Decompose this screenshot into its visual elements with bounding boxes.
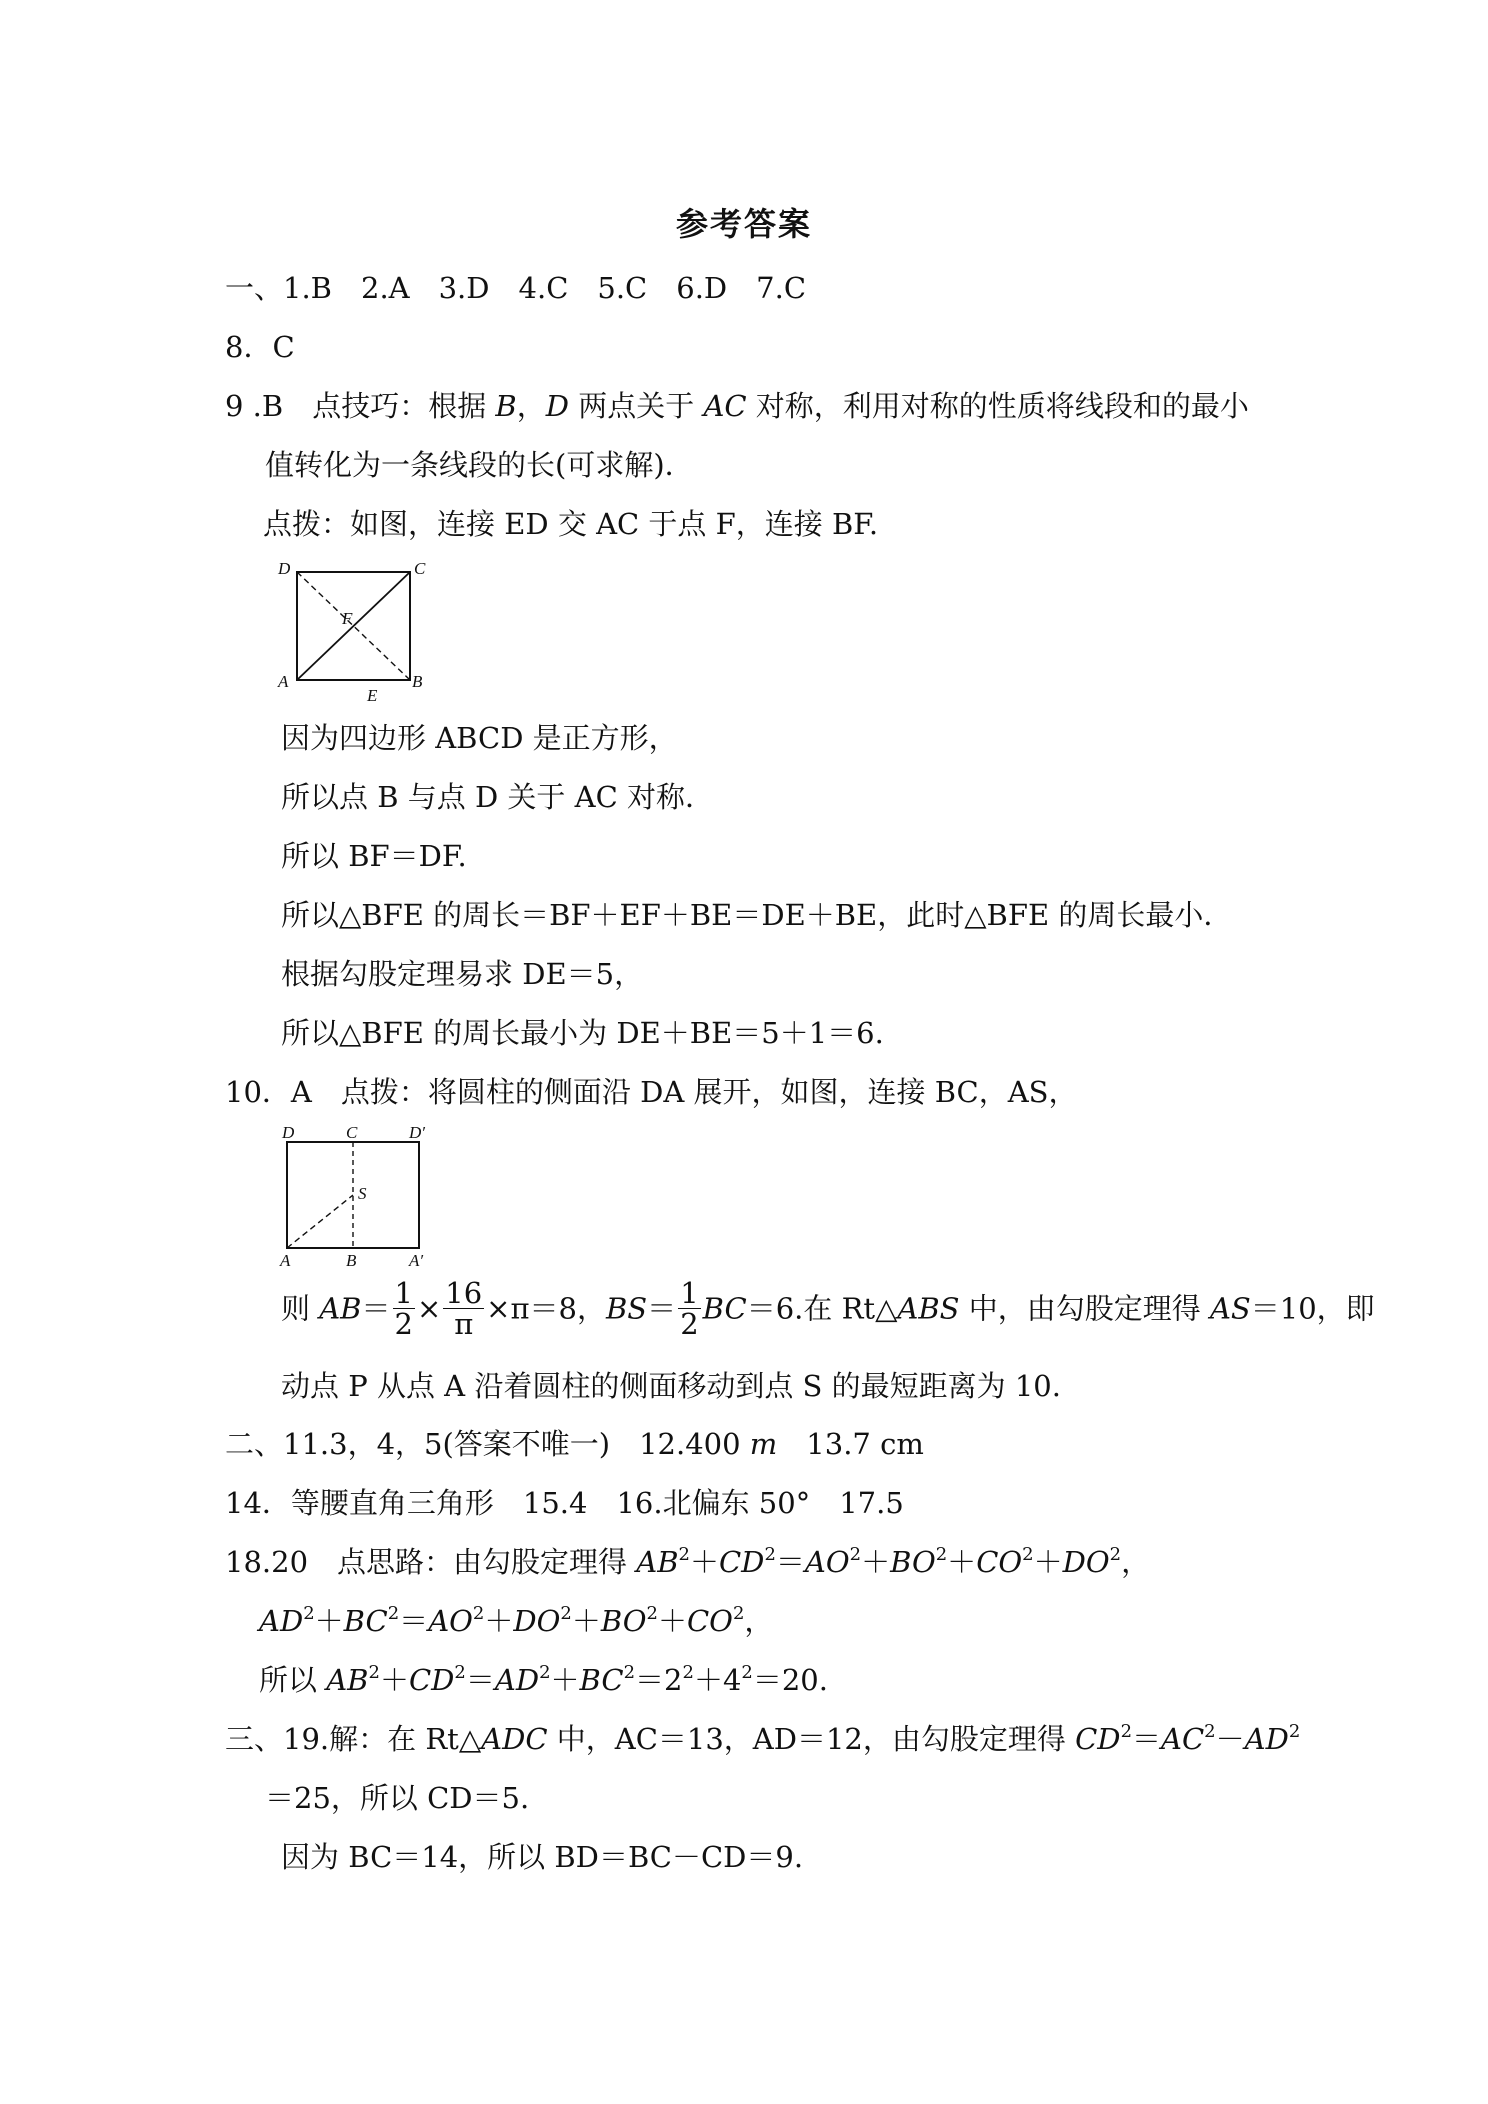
exponent: 2 <box>1109 1544 1122 1565</box>
answer-8: 8．C <box>225 330 295 364</box>
calc-text: 则 <box>281 1291 320 1326</box>
answer-19-line3: 因为 BC＝14，所以 BD＝BC－CD＝9. <box>281 1840 804 1874</box>
section-label: 一、 <box>225 271 284 305</box>
label-E: E <box>367 686 378 702</box>
fraction-numerator: 1 <box>680 1276 699 1310</box>
exponent: 2 <box>472 1603 485 1624</box>
exponent: 2 <box>764 1544 776 1565</box>
calc-var: BS <box>605 1291 648 1326</box>
fraction-denominator: 2 <box>394 1307 413 1341</box>
label-A: A <box>278 672 289 691</box>
answer-10-last: 动点 P 从点 A 沿着圆柱的侧面移动到点 S 的最短距离为 10. <box>281 1369 1061 1403</box>
exponent: 2 <box>623 1662 636 1683</box>
fraction-16-pi <box>443 1278 484 1339</box>
calc-text: ＝6.在 Rt△ <box>746 1291 898 1326</box>
exponent: 2 <box>539 1662 551 1683</box>
calc-text: ＝ <box>647 1291 677 1326</box>
answers-14-17: 14．等腰直角三角形 15.4 16.北偏东 50° 17.5 <box>225 1486 904 1520</box>
calc-var: BC <box>702 1291 747 1326</box>
q9-text: 对称，利用对称的性质将线段和的最小 <box>746 389 1249 423</box>
label-A-prime: A′ <box>409 1251 424 1268</box>
exponent: 2 <box>454 1662 466 1683</box>
calc-var: ABS <box>897 1291 960 1326</box>
label-B: B <box>412 672 423 691</box>
exponent: 2 <box>678 1544 690 1565</box>
q19-text: 三、19.解：在 Rt△ <box>225 1722 482 1756</box>
exponent: 2 <box>732 1603 745 1624</box>
calc-text: ×π＝8， <box>486 1291 606 1326</box>
exponent: 2 <box>741 1662 753 1683</box>
label-D-prime: D′ <box>409 1123 425 1142</box>
q19-var: ADC <box>481 1722 548 1756</box>
answer-19-line1: 三、19.解：在 Rt△ADC 中，AC＝13，AD＝12，由勾股定理得 $CD^2=AC^2-AD^2$ <box>225 1721 1301 1756</box>
exponent: 2 <box>387 1603 400 1624</box>
cylinder-net-figure <box>272 1120 442 1268</box>
calc-var: AS <box>1209 1291 1251 1326</box>
label-C: C <box>414 559 426 578</box>
answer-9-line1 <box>225 386 1249 426</box>
q9-text: ， <box>516 389 546 423</box>
label-A: A <box>280 1251 291 1268</box>
unit-var: m <box>749 1427 778 1461</box>
exponent: 2 <box>560 1603 572 1624</box>
answer-9-step1: 因为四边形 ABCD 是正方形， <box>281 721 678 755</box>
fraction-denominator: 2 <box>680 1307 699 1341</box>
answers-1-7 <box>225 268 806 308</box>
q9-text: 9 .B 点技巧：根据 <box>225 389 496 423</box>
label-D: D <box>278 559 291 578</box>
exponent: 2 <box>1120 1721 1133 1742</box>
answer-19-line2: ＝25，所以 CD＝5. <box>265 1781 530 1815</box>
label-C: C <box>346 1123 358 1142</box>
answer-9-step6: 所以△BFE 的周长最小为 DE＋BE＝5＋1＝6. <box>281 1016 884 1050</box>
calc-text: ＝10，即 <box>1250 1291 1375 1326</box>
exponent: 2 <box>1022 1544 1034 1565</box>
exponent: 2 <box>303 1603 315 1624</box>
calc-text: ＝ <box>361 1291 391 1326</box>
q9-var: D <box>545 389 570 423</box>
answer-18-line2: $AD^2+BC^2=AO^2+DO^2+BO^2+CO^2$， <box>259 1603 774 1638</box>
label-D: D <box>282 1123 295 1142</box>
fraction-numerator: 16 <box>445 1276 483 1310</box>
calc-var: AB <box>319 1291 362 1326</box>
q18-text: 18.20 点思路：由勾股定理得 <box>225 1545 637 1579</box>
exponent: 2 <box>935 1544 948 1565</box>
answer-text: 13.7 cm <box>777 1427 924 1461</box>
label-S: S <box>358 1184 367 1203</box>
q19-text: 中，AC＝13，AD＝12，由勾股定理得 <box>547 1722 1076 1756</box>
exponent: 2 <box>682 1662 694 1683</box>
answer-9-hint: 点拨：如图，连接 ED 交 AC 于点 F，连接 BF. <box>263 507 879 541</box>
exponent: 2 <box>368 1662 380 1683</box>
fraction-half <box>393 1278 415 1339</box>
exponent: 2 <box>1204 1721 1216 1742</box>
answer-18-line3: 所以 $AB^2+CD^2=AD^2+BC^2=2^2+4^2=20$. <box>259 1662 828 1697</box>
label-B: B <box>346 1251 357 1268</box>
calc-text: × <box>416 1291 442 1326</box>
answer-text: 二、11.3，4，5(答案不唯一) 12.400 <box>225 1427 750 1461</box>
answer-9-step2: 所以点 B 与点 D 关于 AC 对称． <box>281 780 715 814</box>
page-title: 参考答案 <box>675 205 812 243</box>
answer-9-step4: 所以△BFE 的周长＝BF＋EF＋BE＝DE＋BE，此时△BFE 的周长最小． <box>281 898 1233 932</box>
answers-11-13 <box>225 1424 924 1464</box>
answer-18-line1: 18.20 点思路：由勾股定理得 $AB^2+CD^2=AO^2+BO^2+CO^2+DO^2$， <box>225 1544 1151 1579</box>
exponent: 2 <box>646 1603 658 1624</box>
calc-text: 中，由勾股定理得 <box>959 1291 1210 1326</box>
answer-9-step3: 所以 BF＝DF. <box>281 839 467 873</box>
answer-9-line2: 值转化为一条线段的长(可求解)． <box>265 448 694 482</box>
square-figure <box>272 556 442 702</box>
fraction-numerator: 1 <box>394 1276 413 1310</box>
q9-var: B <box>495 389 517 423</box>
exponent: 2 <box>1288 1721 1301 1742</box>
fraction-denominator: π <box>454 1307 474 1341</box>
exponent: 2 <box>849 1544 862 1565</box>
answer-list: 1.B 2.A 3.D 4.C 5.C 6.D 7.C <box>283 271 807 305</box>
fraction-half <box>678 1278 700 1339</box>
answer-9-step5: 根据勾股定理易求 DE＝5， <box>281 957 644 991</box>
q9-text: 两点关于 <box>569 389 704 423</box>
answer-10-head: 10．A 点拨：将圆柱的侧面沿 DA 展开，如图，连接 BC，AS， <box>225 1075 1078 1109</box>
label-F: F <box>342 609 353 628</box>
answer-10-calc <box>281 1276 1375 1350</box>
q9-var: AC <box>703 389 747 423</box>
